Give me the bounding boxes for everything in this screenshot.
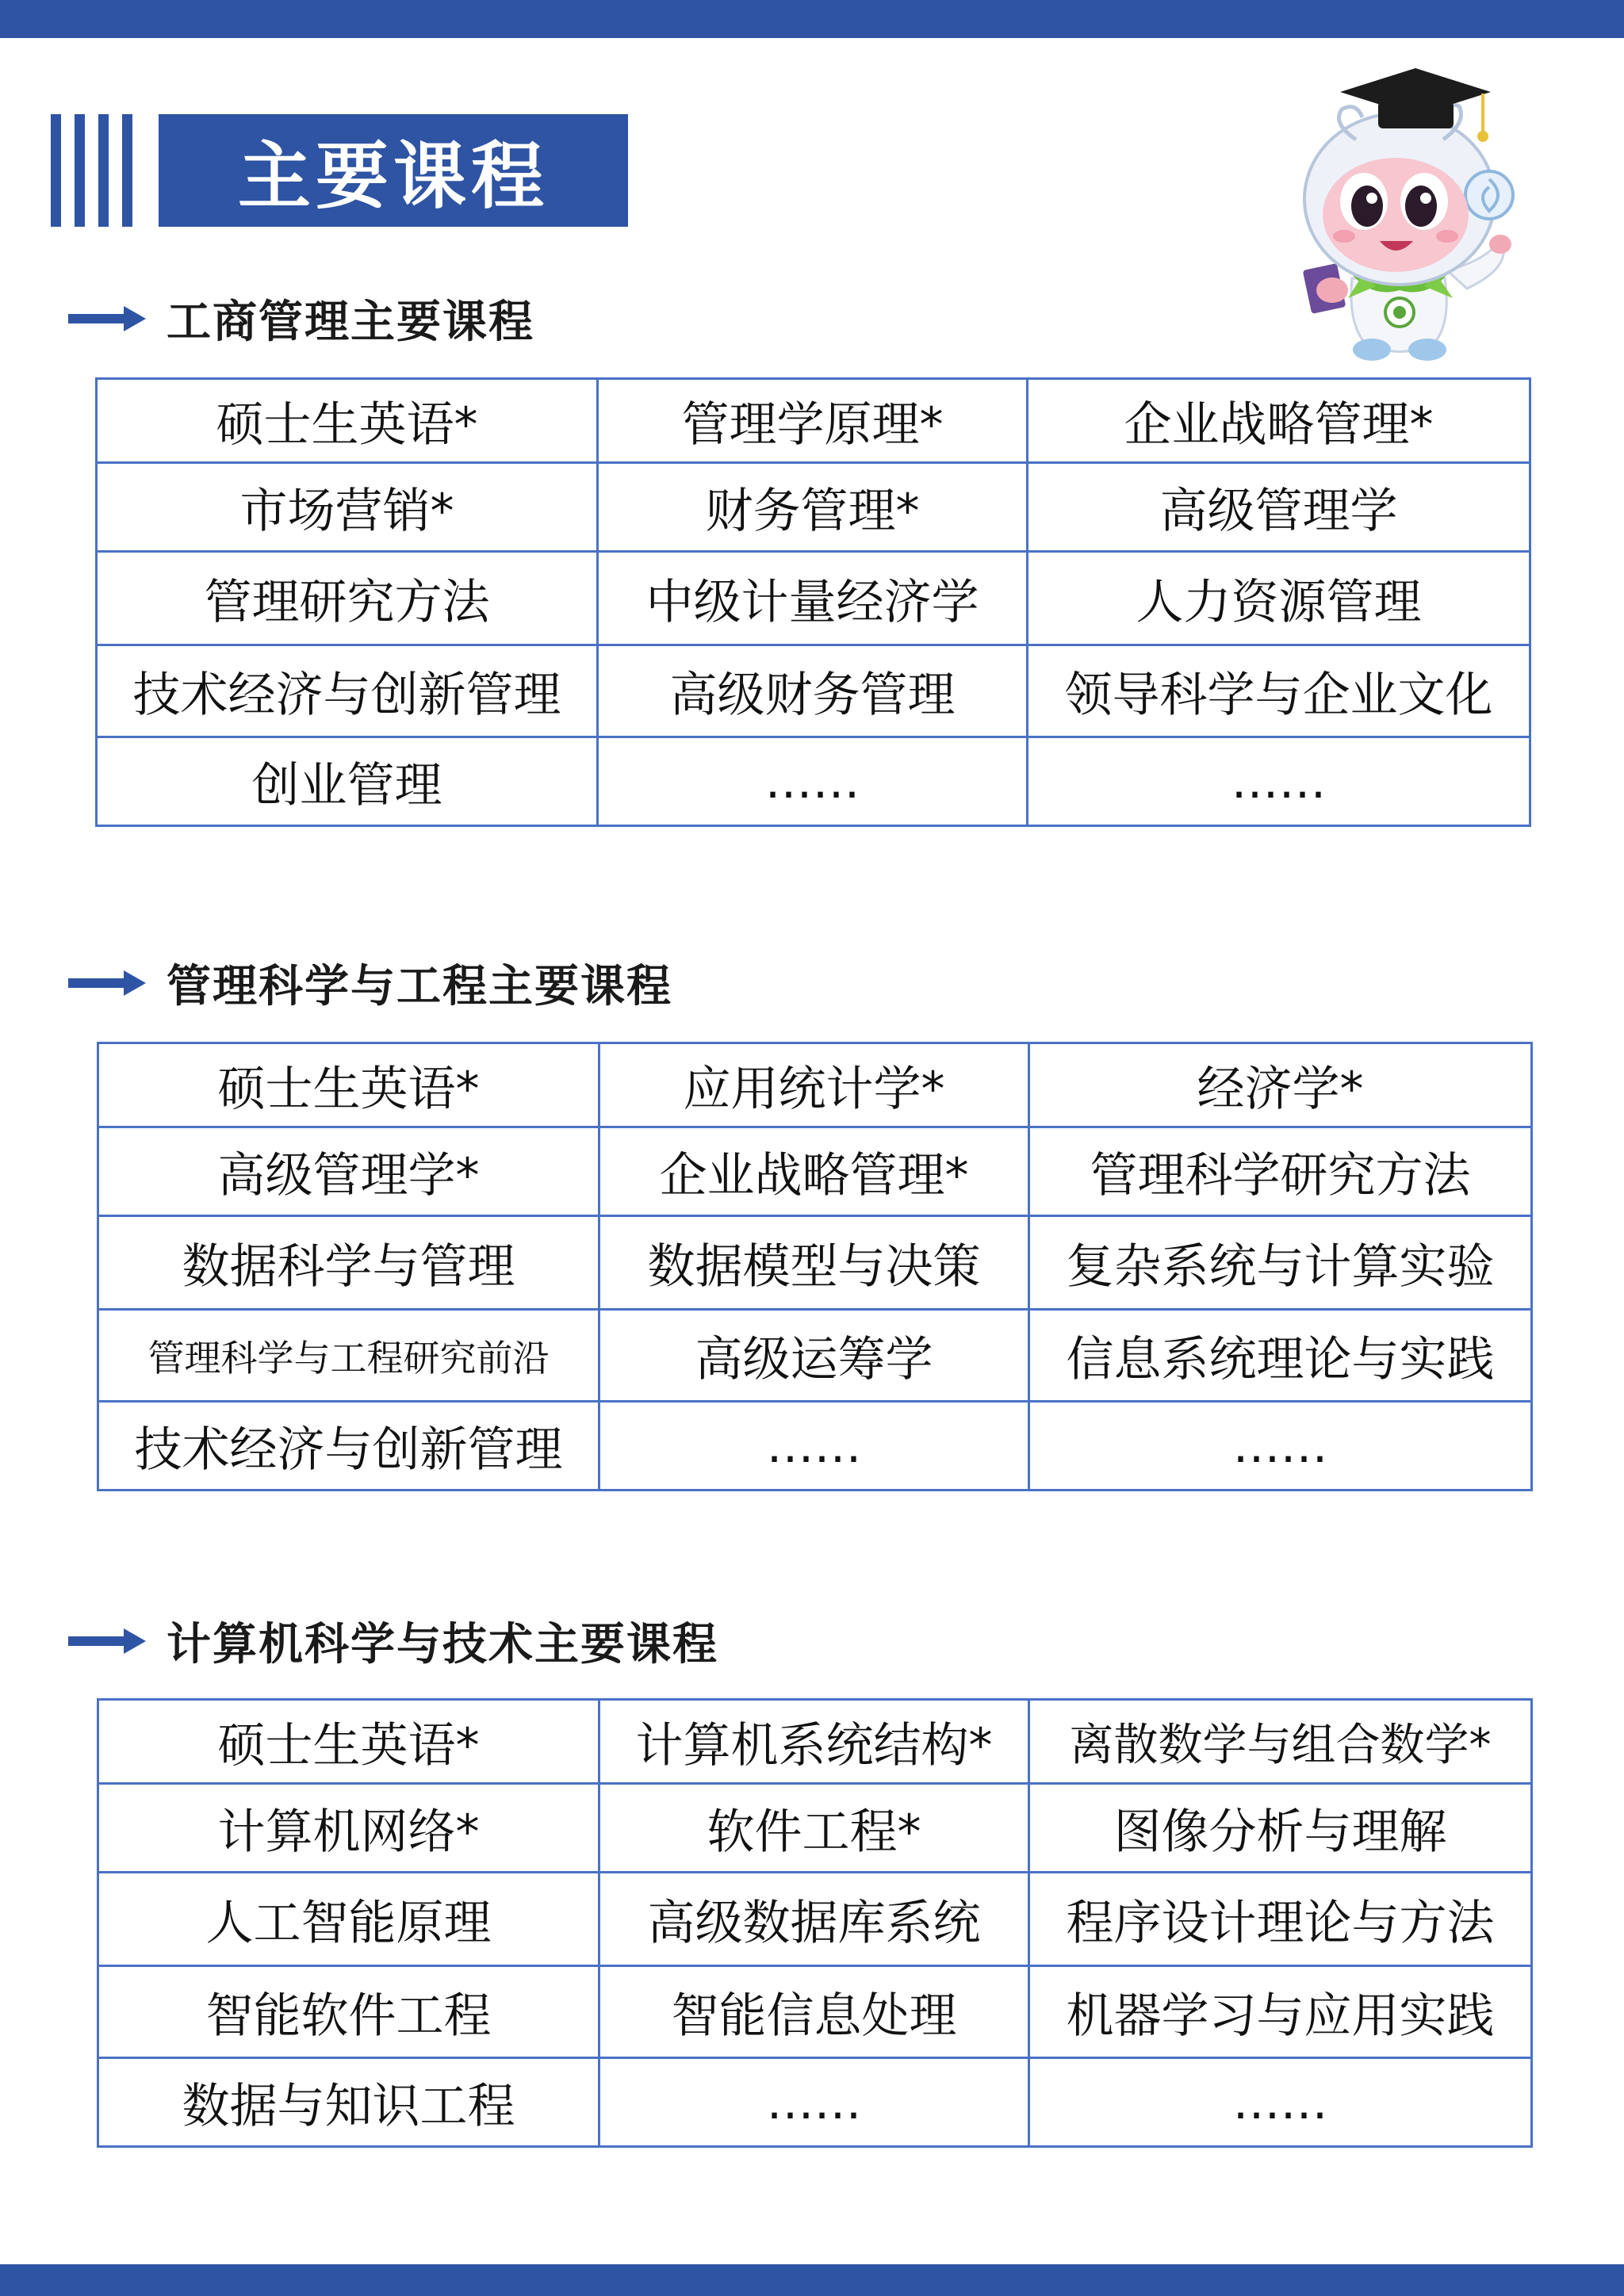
course-cell: 技术经济与创新管理 bbox=[98, 1402, 599, 1490]
course-cell: 数据模型与决策 bbox=[599, 1216, 1029, 1310]
course-cell: 智能软件工程 bbox=[98, 1966, 599, 2058]
section-header bbox=[68, 287, 534, 350]
course-cell: 管理科学研究方法 bbox=[1029, 1127, 1532, 1216]
section-title: 管理科学与工程主要课程 bbox=[167, 961, 672, 1012]
course-cell: …… bbox=[1029, 2058, 1532, 2147]
right-arrow-icon bbox=[68, 1625, 146, 1657]
course-cell: 人力资源管理 bbox=[1028, 552, 1530, 645]
course-cell: 硕士生英语* bbox=[98, 1043, 599, 1127]
course-cell: 财务管理* bbox=[598, 463, 1028, 552]
course-cell: 计算机系统结构* bbox=[599, 1700, 1029, 1784]
table-row bbox=[98, 1966, 1532, 2058]
course-cell: 高级管理学* bbox=[98, 1127, 599, 1216]
course-cell: 管理科学与工程研究前沿 bbox=[98, 1310, 599, 1402]
course-table bbox=[97, 1698, 1533, 2148]
table-row bbox=[98, 1784, 1532, 1873]
course-cell: 程序设计理论与方法 bbox=[1029, 1873, 1532, 1966]
course-cell: 复杂系统与计算实验 bbox=[1029, 1216, 1532, 1310]
course-cell: 技术经济与创新管理 bbox=[97, 645, 598, 737]
table-row bbox=[97, 379, 1530, 463]
course-cell: 企业战略管理* bbox=[599, 1127, 1029, 1216]
section-header bbox=[68, 951, 672, 1015]
table-row bbox=[98, 1700, 1532, 1784]
course-table bbox=[95, 377, 1531, 827]
course-table bbox=[97, 1042, 1533, 1491]
section-title: 计算机科学与技术主要课程 bbox=[167, 1619, 718, 1670]
course-cell: 高级运筹学 bbox=[599, 1310, 1029, 1402]
course-cell: …… bbox=[598, 737, 1028, 826]
header-stripe bbox=[51, 114, 61, 227]
course-cell: 中级计量经济学 bbox=[598, 552, 1028, 645]
page-title: 主要课程 bbox=[159, 114, 628, 227]
course-cell: …… bbox=[1029, 1402, 1532, 1490]
course-cell: …… bbox=[599, 1402, 1029, 1490]
course-cell: 管理学原理* bbox=[598, 379, 1028, 463]
header-stripe bbox=[75, 114, 85, 227]
course-cell: 软件工程* bbox=[599, 1784, 1029, 1873]
course-cell: 经济学* bbox=[1029, 1043, 1532, 1127]
table-row bbox=[97, 737, 1530, 826]
table-row bbox=[98, 2058, 1532, 2147]
top-accent-bar bbox=[0, 0, 1624, 38]
right-arrow-icon bbox=[68, 967, 146, 999]
bottom-accent-bar bbox=[0, 2264, 1624, 2296]
course-cell: …… bbox=[1028, 737, 1530, 826]
table-row bbox=[97, 552, 1530, 645]
course-cell: 人工智能原理 bbox=[98, 1873, 599, 1966]
header-stripe bbox=[98, 114, 109, 227]
course-cell: 创业管理 bbox=[97, 737, 598, 826]
course-cell: 离散数学与组合数学* bbox=[1029, 1700, 1532, 1784]
course-cell: 图像分析与理解 bbox=[1029, 1784, 1532, 1873]
course-cell: 机器学习与应用实践 bbox=[1029, 1966, 1532, 2058]
course-cell: 硕士生英语* bbox=[97, 379, 598, 463]
course-cell: 智能信息处理 bbox=[599, 1966, 1029, 2058]
course-cell: 应用统计学* bbox=[599, 1043, 1029, 1127]
table-row bbox=[98, 1127, 1532, 1216]
course-cell: 信息系统理论与实践 bbox=[1029, 1310, 1532, 1402]
course-cell: …… bbox=[599, 2058, 1029, 2147]
course-cell: 硕士生英语* bbox=[98, 1700, 599, 1784]
table-row bbox=[97, 463, 1530, 552]
table-row bbox=[98, 1402, 1532, 1490]
right-arrow-icon bbox=[68, 303, 146, 335]
course-cell: 高级财务管理 bbox=[598, 645, 1028, 737]
graduate-mascot-icon bbox=[1269, 60, 1530, 369]
course-cell: 管理研究方法 bbox=[97, 552, 598, 645]
header-stripe bbox=[122, 114, 132, 227]
course-cell: 计算机网络* bbox=[98, 1784, 599, 1873]
course-cell: 高级管理学 bbox=[1028, 463, 1530, 552]
course-cell: 企业战略管理* bbox=[1028, 379, 1530, 463]
section-header bbox=[68, 1609, 718, 1673]
table-row bbox=[97, 645, 1530, 737]
course-cell: 高级数据库系统 bbox=[599, 1873, 1029, 1966]
table-row bbox=[98, 1043, 1532, 1127]
course-cell: 数据科学与管理 bbox=[98, 1216, 599, 1310]
course-cell: 领导科学与企业文化 bbox=[1028, 645, 1530, 737]
course-cell: 数据与知识工程 bbox=[98, 2058, 599, 2147]
section-title: 工商管理主要课程 bbox=[167, 297, 534, 348]
table-row bbox=[98, 1873, 1532, 1966]
table-row bbox=[98, 1310, 1532, 1402]
table-row bbox=[98, 1216, 1532, 1310]
course-cell: 市场营销* bbox=[97, 463, 598, 552]
